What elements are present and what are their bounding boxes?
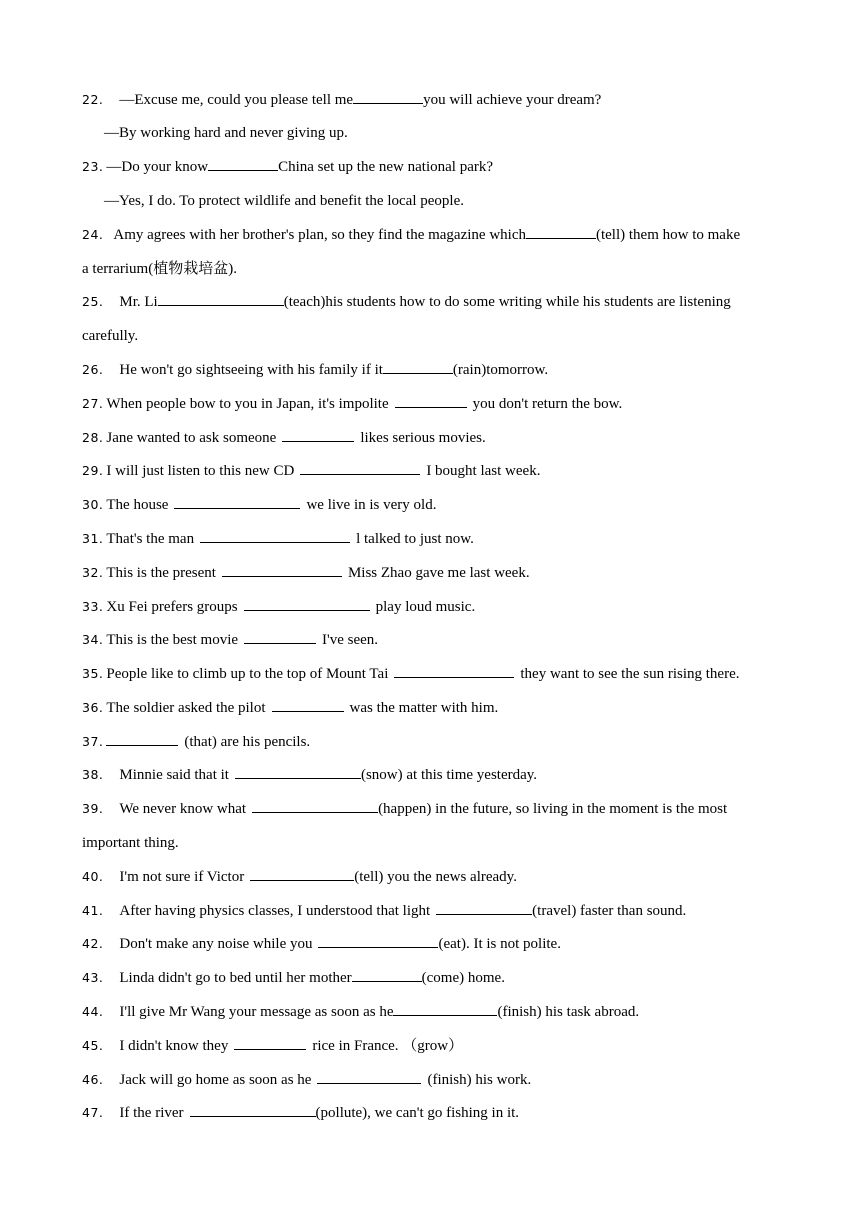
question-number: 39. [82, 801, 104, 816]
question-number: 43. [82, 970, 104, 985]
question-25 [82, 291, 792, 313]
question-24-continuation [82, 258, 792, 280]
question-38 [82, 764, 792, 786]
question-text: I've seen. [322, 632, 379, 648]
question-text: After having physics classes, I understood that light [119, 903, 431, 919]
question-number: 33. [82, 599, 104, 614]
question-text: we live in is very old. [306, 497, 437, 513]
question-text: (finish) his work. [427, 1072, 532, 1088]
question-text: Minnie said that it [119, 767, 229, 783]
answer-blank[interactable] [190, 1102, 316, 1117]
answer-blank[interactable] [200, 528, 350, 543]
question-text: likes serious movies. [360, 430, 486, 446]
question-number: 27. [82, 396, 104, 411]
question-text: (travel) faster than sound. [532, 903, 687, 919]
question-text: The soldier asked the pilot [106, 700, 266, 716]
question-text: rice in France. （grow） [312, 1038, 464, 1054]
question-text: —Yes, I do. To protect wildlife and benefit the local people. [104, 193, 464, 209]
question-27 [82, 393, 792, 415]
question-number: 36. [82, 700, 104, 715]
answer-blank[interactable] [436, 900, 532, 915]
question-text: I'm not sure if Victor [119, 869, 245, 885]
question-number: 29. [82, 463, 104, 478]
question-39 [82, 798, 792, 820]
question-number: 31. [82, 531, 104, 546]
question-text: a terrarium(植物栽培盆). [82, 261, 237, 277]
question-24 [82, 224, 792, 246]
question-text: (tell) them how to make [595, 227, 741, 243]
question-text: you will achieve your dream? [423, 92, 602, 108]
question-number: 32. [82, 565, 104, 580]
question-23 [82, 156, 792, 178]
answer-blank[interactable] [272, 697, 344, 712]
question-text: I didn't know they [119, 1038, 229, 1054]
question-text: Mr. Li [119, 294, 158, 310]
question-number: 46. [82, 1072, 104, 1087]
question-31 [82, 528, 792, 550]
question-text: This is the present [106, 565, 216, 581]
question-number: 44. [82, 1004, 104, 1019]
answer-blank[interactable] [208, 156, 278, 171]
question-text: (tell) you the news already. [354, 869, 517, 885]
question-text: The house [106, 497, 169, 513]
question-42 [82, 933, 792, 955]
answer-blank[interactable] [526, 224, 596, 239]
answer-blank[interactable] [235, 764, 361, 779]
question-32 [82, 562, 792, 584]
question-43 [82, 967, 792, 989]
question-text: important thing. [82, 835, 179, 851]
answer-blank[interactable] [244, 629, 316, 644]
question-number: 35. [82, 666, 104, 681]
question-text: China set up the new national park? [278, 159, 493, 175]
question-text: (snow) at this time yesterday. [360, 767, 538, 783]
question-number: 30. [82, 497, 104, 512]
question-number: 45. [82, 1038, 104, 1053]
question-number: 34. [82, 632, 104, 647]
question-text: Miss Zhao gave me last week. [347, 565, 530, 581]
question-text: —By working hard and never giving up. [104, 125, 348, 141]
question-30 [82, 494, 792, 516]
answer-blank[interactable] [250, 866, 354, 881]
question-26 [82, 359, 792, 381]
question-text: was the matter with him. [349, 700, 499, 716]
question-34 [82, 629, 792, 651]
answer-blank[interactable] [252, 798, 378, 813]
question-text: (that) are his pencils. [184, 734, 311, 750]
answer-blank[interactable] [394, 663, 514, 678]
answer-blank[interactable] [300, 460, 420, 475]
question-45 [82, 1035, 792, 1057]
question-number: 47. [82, 1105, 104, 1120]
answer-blank[interactable] [317, 1069, 421, 1084]
question-22-reply [104, 122, 814, 144]
question-text: People like to climb up to the top of Mount Tai [106, 666, 389, 682]
answer-blank[interactable] [158, 291, 284, 306]
question-number: 26. [82, 362, 104, 377]
question-text: (teach)his students how to do some writing while his students are listening [283, 294, 731, 310]
answer-blank[interactable] [383, 359, 453, 374]
question-text: I will just listen to this new CD [106, 463, 295, 479]
question-28 [82, 427, 792, 449]
answer-blank[interactable] [282, 427, 354, 442]
question-text: (eat). It is not polite. [438, 936, 561, 952]
question-text: (rain)tomorrow. [452, 362, 549, 378]
answer-blank[interactable] [106, 731, 178, 746]
answer-blank[interactable] [222, 562, 342, 577]
question-46 [82, 1069, 792, 1091]
question-text: Jack will go home as soon as he [119, 1072, 312, 1088]
question-text: That's the man [106, 531, 195, 547]
question-number: 24. [82, 227, 104, 242]
question-number: 28. [82, 430, 104, 445]
question-number: 41. [82, 903, 104, 918]
question-text: We never know what [119, 801, 247, 817]
question-text: —Excuse me, could you please tell me [119, 92, 354, 108]
question-22 [82, 89, 792, 111]
question-text: I bought last week. [426, 463, 541, 479]
question-number: 22. [82, 92, 104, 107]
question-number: 37. [82, 734, 104, 749]
question-text: (come) home. [421, 970, 505, 986]
answer-blank[interactable] [395, 393, 467, 408]
question-35 [82, 663, 792, 685]
answer-blank[interactable] [318, 933, 438, 948]
question-47 [82, 1102, 792, 1124]
question-text: you don't return the bow. [472, 396, 623, 412]
question-25-continuation [82, 325, 792, 347]
question-36 [82, 697, 792, 719]
question-text: Amy agrees with her brother's plan, so they find the magazine which [113, 227, 526, 243]
question-37 [82, 731, 792, 753]
question-text: carefully. [82, 328, 139, 344]
answer-blank[interactable] [234, 1035, 306, 1050]
question-41 [82, 900, 792, 922]
question-number: 23. [82, 159, 104, 174]
question-text: Don't make any noise while you [119, 936, 313, 952]
question-33 [82, 596, 792, 618]
answer-blank[interactable] [244, 596, 370, 611]
question-number: 42. [82, 936, 104, 951]
question-40 [82, 866, 792, 888]
question-number: 25. [82, 294, 104, 309]
question-text: I'll give Mr Wang your message as soon as he [119, 1004, 394, 1020]
question-text: they want to see the sun rising there. [520, 666, 740, 682]
answer-blank[interactable] [352, 967, 422, 982]
question-text: He won't go sightseeing with his family if it [119, 362, 383, 378]
question-number: 40. [82, 869, 104, 884]
question-text: When people bow to you in Japan, it's impolite [106, 396, 389, 412]
question-text: If the river [119, 1105, 184, 1121]
question-number: 38. [82, 767, 104, 782]
answer-blank[interactable] [174, 494, 300, 509]
question-text: play loud music. [375, 599, 476, 615]
question-29 [82, 460, 792, 482]
question-44 [82, 1001, 792, 1023]
question-39-continuation [82, 832, 792, 854]
answer-blank[interactable] [353, 89, 423, 104]
question-text: Linda didn't go to bed until her mother [119, 970, 352, 986]
answer-blank[interactable] [393, 1001, 497, 1016]
question-text: Jane wanted to ask someone [106, 430, 277, 446]
question-23-reply [104, 190, 814, 212]
question-text: (happen) in the future, so living in the moment is the most [378, 801, 728, 817]
question-text: (pollute), we can't go fishing in it. [315, 1105, 520, 1121]
question-text: l talked to just now. [356, 531, 474, 547]
question-text: —Do your know [106, 159, 209, 175]
question-text: Xu Fei prefers groups [106, 599, 238, 615]
question-text: This is the best movie [106, 632, 239, 648]
question-text: (finish) his task abroad. [497, 1004, 640, 1020]
